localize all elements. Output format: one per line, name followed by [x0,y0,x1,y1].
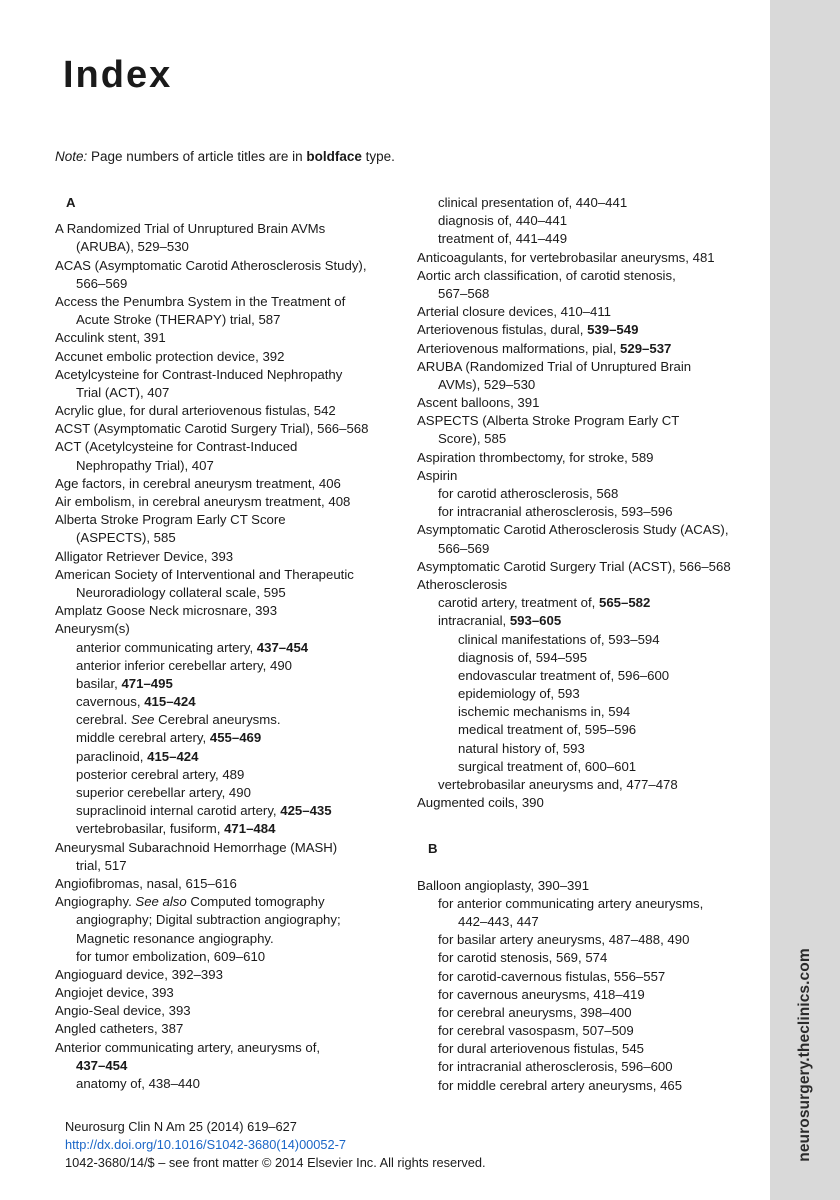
entry-text: Angioguard device, 392–393 [55,966,223,982]
index-entry [55,620,405,638]
section-letter [417,840,767,858]
entry-text: Alberta Stroke Program Early CT Score [55,512,286,528]
index-entry [55,566,405,584]
index-entry [55,311,405,329]
entry-text: vertebrobasilar aneurysms and, 477–478 [438,777,678,792]
entry-text: diagnosis of, 594–595 [458,649,588,665]
entry-text: Arteriovenous malformations, pial, [417,340,621,356]
index-entry [417,721,767,739]
entry-text: 437–454 [256,639,309,655]
entry-text: Age factors, in cerebral aneurysm treatment, 406 [55,475,341,491]
entry-text: trial, 517 [76,857,127,873]
entry-text: Aneurysmal Subarachnoid Hemorrhage (MASH) [55,839,338,855]
entry-text: Angled catheters, 387 [55,1021,184,1037]
index-entry [55,1057,405,1075]
entry-text: 565–582 [599,595,651,611]
index-entry [417,594,767,612]
entry-text: ACST (Asymptomatic Carotid Surgery Trial), 566–568 [55,421,369,437]
entry-text: carotid artery, treatment of, [438,595,599,611]
entry-text: natural history of, 593 [458,740,585,756]
entry-text: Arteriovenous fistulas, dural, [417,322,588,338]
entry-text: Acrylic glue, for dural arteriovenous fistulas, 542 [55,403,336,419]
index-entry [417,949,767,967]
index-entry [417,249,767,267]
index-entry [417,649,767,667]
entry-text: medical treatment of, 595–596 [458,722,637,738]
index-entry [417,540,767,558]
index-entry [417,340,767,358]
index-entry [417,794,767,812]
entry-text: middle cerebral artery, [76,730,210,746]
entry-text: American Society of Interventional and Therapeutic [55,566,354,582]
index-entry [417,931,767,949]
index-entry [55,729,405,747]
index-entry [417,230,767,248]
entry-text: Acetylcysteine for Contrast-Induced Nephropathy [55,366,343,382]
entry-text: intracranial, [438,613,510,629]
entry-text: (ARUBA), 529–530 [76,239,189,255]
journal-citation: Neurosurg Clin N Am 25 (2014) 619–627 [65,1119,297,1134]
entry-text: epidemiology of, 593 [458,686,580,702]
entry-text: Ascent balloons, 391 [417,395,540,411]
index-entry [417,194,767,212]
footer [65,1118,486,1172]
index-entry [417,703,767,721]
index-entry [55,420,405,438]
entry-text: surgical treatment of, 600–601 [458,758,637,774]
entry-text: for dural arteriovenous fistulas, 545 [438,1041,644,1057]
index-note [55,148,395,166]
index-entry [417,1004,767,1022]
entry-text: for intracranial atherosclerosis, 596–600 [438,1059,673,1075]
entry-text: Asymptomatic Carotid Surgery Trial (ACST), 566–568 [417,558,731,574]
entry-text: Anterior communicating artery, aneurysms of, [55,1039,321,1055]
entry-text: Cerebral aneurysms. [154,712,281,728]
index-entry [417,376,767,394]
index-entry [55,293,405,311]
entry-text: for carotid stenosis, 569, 574 [438,950,608,966]
index-column-right [417,194,767,1095]
index-entry [55,584,405,602]
entry-text: vertebrobasilar, fusiform, [76,821,225,837]
index-entry [417,968,767,986]
index-entry [55,930,405,948]
entry-text: ACAS (Asymptomatic Carotid Atherosclerosis Study), [55,257,367,273]
entry-text: posterior cerebral artery, 489 [76,766,245,782]
entry-text: AVMs), 529–530 [438,376,536,392]
entry-text: 539–549 [587,322,639,338]
entry-text: Computed tomography [186,894,325,910]
entry-text: Magnetic resonance angiography. [76,930,274,946]
copyright-line: 1042-3680/14/$ – see front matter © 2014 Elsevier Inc. All rights reserved. [65,1155,486,1170]
entry-text: Score), 585 [438,431,507,447]
entry-text: for carotid-cavernous fistulas, 556–557 [438,968,666,984]
entry-text: 425–435 [280,803,332,819]
note-text-1: Page numbers of article titles are in [87,149,307,164]
index-entry [55,1075,405,1093]
entry-text: ASPECTS (Alberta Stroke Program Early CT [417,413,680,429]
index-entry [417,740,767,758]
index-entry [417,285,767,303]
page-title: Index [63,54,173,96]
entry-text: 567–568 [438,285,490,301]
entry-text: for anterior communicating artery aneurysms, [438,895,704,911]
index-entry [55,1020,405,1038]
index-entry [417,212,767,230]
index-entry [417,467,767,485]
entry-text: for intracranial atherosclerosis, 593–596 [438,504,673,520]
entry-text: 415–424 [144,694,196,710]
entry-text: A Randomized Trial of Unruptured Brain AVMs [55,221,326,237]
entry-text: Access the Penumbra System in the Treatment of [55,293,346,309]
section-gap [417,867,767,877]
entry-text: Angiofibromas, nasal, 615–616 [55,875,237,891]
entry-text: for cerebral aneurysms, 398–400 [438,1004,632,1020]
entry-text: for cerebral vasospasm, 507–509 [438,1023,634,1039]
entry-text: Trial (ACT), 407 [76,384,170,400]
index-entry [55,257,405,275]
entry-text: Angiojet device, 393 [55,985,174,1001]
entry-text: 593–605 [509,613,562,629]
entry-text: A [66,195,76,210]
entry-text: Alligator Retriever Device, 393 [55,548,234,564]
index-entry [417,576,767,594]
entry-text: Aneurysm(s) [55,621,130,637]
index-entry [55,802,405,820]
index-entry [417,685,767,703]
index-entry [55,402,405,420]
index-entry [417,303,767,321]
entry-text: for middle cerebral artery aneurysms, 465 [438,1077,683,1093]
entry-text: anatomy of, 438–440 [76,1076,200,1091]
entry-text: 566–569 [76,275,128,291]
entry-text: 471–484 [224,821,276,837]
index-entry [417,776,767,794]
entry-text: anterior inferior cerebellar artery, 490 [76,657,292,673]
note-prefix: Note: [55,149,88,164]
entry-text: treatment of, 441–449 [438,231,568,247]
entry-text: B [428,841,438,857]
index-entry [55,1002,405,1020]
index-entry [417,394,767,412]
entry-text: basilar, [76,675,122,691]
entry-text: Anticoagulants, for vertebrobasilar aneurysms, 481 [417,249,715,265]
entry-text: Asymptomatic Carotid Atherosclerosis Study (ACAS), [417,522,729,538]
entry-text: diagnosis of, 440–441 [438,213,568,229]
entry-text: for tumor embolization, 609–610 [76,948,266,964]
entry-text: Accunet embolic protection device, 392 [55,348,285,364]
entry-text: 529–537 [620,340,672,356]
entry-text: clinical presentation of, 440–441 [438,195,628,210]
index-entry [55,748,405,766]
entry-text: anterior communicating artery, [76,639,257,655]
index-entry [55,348,405,366]
entry-text: ischemic mechanisms in, 594 [458,704,631,720]
index-entry [417,521,767,539]
entry-text: supraclinoid internal carotid artery, [76,803,281,819]
index-entry [55,511,405,529]
index-entry [55,675,405,693]
entry-text: 437–454 [76,1057,128,1073]
entry-text: Arterial closure devices, 410–411 [417,304,612,320]
entry-text: cerebral. [76,712,131,728]
entry-text: paraclinoid, [76,748,148,764]
index-entry [417,558,767,576]
index-entry [55,875,405,893]
entry-text: Aortic arch classification, of carotid stenosis, [417,267,676,283]
entry-text: ACT (Acetylcysteine for Contrast-Induced [55,439,298,455]
index-entry [417,631,767,649]
index-entry [55,220,405,238]
journal-url: neurosurgery.theclinics.com [796,948,813,1162]
index-entry [417,449,767,467]
note-bold-word: boldface [306,149,362,164]
entry-text: 455–469 [209,730,262,746]
entry-text: 471–495 [121,675,173,691]
index-entry [55,711,405,729]
entry-text: Amplatz Goose Neck microsnare, 393 [55,603,278,619]
index-entry [417,1022,767,1040]
section-gap [417,812,767,840]
entry-text: Angio-Seal device, 393 [55,1003,191,1019]
index-entry [417,913,767,931]
entry-text: angiography; Digital subtraction angiography; [76,912,341,928]
index-entry [55,475,405,493]
entry-text: clinical manifestations of, 593–594 [458,631,660,647]
index-entry [55,529,405,547]
entry-text: for cavernous aneurysms, 418–419 [438,986,645,1002]
index-entry [417,412,767,430]
entry-text: Acute Stroke (THERAPY) trial, 587 [76,312,281,328]
entry-text: Acculink stent, 391 [55,330,166,346]
entry-text: Atherosclerosis [417,576,508,592]
index-entry [417,485,767,503]
index-entry [417,1077,767,1095]
index-entry [55,366,405,384]
index-entry [417,503,767,521]
index-entry [417,267,767,285]
entry-text: Angiography. [55,894,136,910]
index-entry [55,657,405,675]
entry-text: Augmented coils, 390 [417,795,544,811]
index-entry [55,911,405,929]
entry-text: 566–569 [438,540,490,556]
index-entry [55,966,405,984]
index-entry [417,612,767,630]
index-entry [417,895,767,913]
index-column-left [55,194,405,1093]
entry-text: Neuroradiology collateral scale, 595 [76,584,286,600]
index-entry [55,948,405,966]
index-entry [55,275,405,293]
entry-text: endovascular treatment of, 596–600 [458,667,670,683]
index-entry [417,321,767,339]
index-entry [55,857,405,875]
entry-text: Balloon angioplasty, 390–391 [417,877,590,893]
index-entry [417,877,767,895]
index-entry [417,667,767,685]
entry-text: See also [135,894,187,910]
index-entry [55,457,405,475]
entry-text: ARUBA (Randomized Trial of Unruptured Brain [417,358,692,374]
index-entry [55,384,405,402]
index-entry [55,784,405,802]
entry-text: 442–443, 447 [458,913,539,929]
entry-text: Air embolism, in cerebral aneurysm treatment, 408 [55,494,351,509]
entry-text: for carotid atherosclerosis, 568 [438,486,619,501]
index-entry [417,758,767,776]
index-entry [417,1040,767,1058]
index-entry [55,548,405,566]
entry-text: Aspiration thrombectomy, for stroke, 589 [417,449,654,465]
section-letter [55,194,405,212]
doi-link[interactable]: http://dx.doi.org/10.1016/S1042-3680(14)00052-7 [65,1137,347,1152]
entry-text: for basilar artery aneurysms, 487–488, 490 [438,932,690,948]
index-entry [55,493,405,511]
entry-text: cavernous, [76,694,145,710]
index-entry [417,430,767,448]
index-entry [55,1039,405,1057]
note-text-2: type. [361,149,395,164]
index-entry [55,893,405,911]
index-entry [55,329,405,347]
index-entry [55,820,405,838]
index-entry [55,693,405,711]
entry-text: superior cerebellar artery, 490 [76,785,251,800]
entry-text: Aspirin [417,467,458,483]
entry-text: See [130,712,155,728]
index-entry [55,438,405,456]
entry-text: (ASPECTS), 585 [76,530,176,546]
index-entry [417,1058,767,1076]
index-entry [55,238,405,256]
index-entry [55,639,405,657]
index-entry [55,839,405,857]
index-entry [55,766,405,784]
entry-text: 415–424 [147,748,199,764]
index-entry [417,358,767,376]
index-entry [55,602,405,620]
index-entry [55,984,405,1002]
entry-text: Nephropathy Trial), 407 [76,457,214,473]
index-entry [417,986,767,1004]
